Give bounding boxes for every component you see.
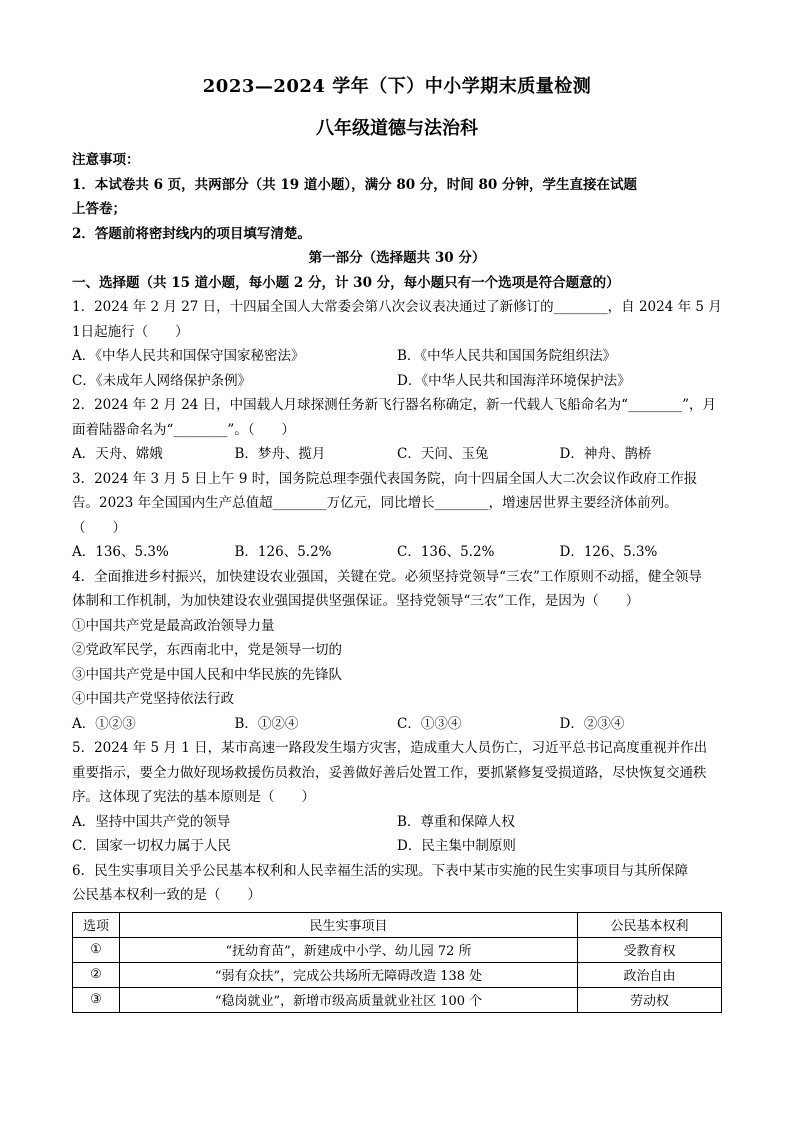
q5-stem: 5．2024 年 5 月 1 日，某市高速一路段发生塌方灾害，造成重大人员伤亡，习近平总书记高度重视并作出 [72, 740, 708, 756]
table-row [73, 937, 722, 962]
q6-stem: 6．民生实事项目关乎公民基本权利和人民幸福生活的实现。下表中某市实施的民生实事项目与其所保障 [72, 862, 689, 879]
q4-statement-2: ②党政军民学，东西南北中，党是领导一切的 [72, 642, 342, 658]
q3-option-b: B．126、5.2% [234, 544, 332, 560]
q5-options-row2 [72, 834, 722, 859]
table-header-right: 公民基本权利 [578, 912, 722, 937]
q2-stem-cont: 面着陆器命名为“________”。（ ） [72, 421, 296, 438]
notice-item-1: 1．本试卷共 6 页，共两部分（共 19 道小题），满分 80 分，时间 80 分钟，学生直接在试题 [72, 176, 637, 193]
q6-stem-cont: 公民基本权利一致的是（ ） [72, 887, 261, 903]
q4-option-c: C．①③④ [397, 715, 462, 732]
q3-option-a: A．136、5.3% [72, 544, 169, 560]
q1-stem: 1．2024 年 2 月 27 日，十四届全国人大常委会第八次会议表决通过了新修订的________，自 2024 年 5 月 [72, 299, 722, 315]
q4-statement-4: ④中国共产党坚持依法行政 [72, 691, 234, 707]
table-cell-project: “弱有众扶”，完成公共场所无障碍改造 138 处 [120, 962, 578, 987]
q3-stem-cont: 告。2023 年全国国内生产总值超________万亿元，同比增长________，增速居世界主要经济体前列。 [72, 495, 678, 511]
q3-option-c: C．136、5.2% [397, 544, 495, 560]
q5-option-d: D．民主集中制原则 [397, 838, 516, 854]
q5-option-a: A．坚持中国共产党的领导 [72, 813, 231, 830]
q1-stem-cont: 1日起施行（ ） [72, 323, 189, 340]
q1-option-c: C．《未成年人网络保护条例》 [72, 372, 252, 389]
q2-option-b: B．梦舟、揽月 [234, 446, 326, 462]
q4-statement-1: ①中国共产党是最高政治领导力量 [72, 617, 275, 634]
q3-option-d: D．126、5.3% [559, 544, 658, 560]
exam-title: 2023—2024 学年（下）中小学期末质量检测 [202, 76, 592, 97]
table-header-option: 选项 [73, 912, 120, 937]
exam-subtitle: 八年级道德与法治科 [316, 118, 478, 139]
q3-stem-paren: （ ） [72, 519, 126, 536]
table-header-project: 民生实事项目 [120, 912, 578, 937]
table-row [73, 962, 722, 987]
q6-table [72, 912, 722, 1013]
part1-heading: 第一部分（选择题共 30 分） [308, 250, 486, 266]
q5-stem-cont2: 序。这体现了宪法的基本原则是（ ） [72, 789, 315, 805]
q5-options-row1 [72, 810, 722, 835]
q1-option-b: B．《中华人民共和国国务院组织法》 [397, 348, 617, 364]
q4-statement-3: ③中国共产党是中国人民和中华民族的先锋队 [72, 666, 342, 683]
q4-option-a: A．①②③ [72, 715, 136, 732]
q3-options [72, 540, 722, 565]
table-cell-option: ① [73, 937, 120, 962]
q4-stem-cont: 体制和工作机制，为加快建设农业强国提供坚强保证。坚持党领导“三农”工作，是因为（ ） [72, 593, 640, 609]
q2-option-a: A．天舟、嫦娥 [72, 446, 163, 462]
q4-options [72, 712, 722, 737]
q2-option-c: C．天问、玉兔 [397, 446, 489, 462]
table-cell-option: ③ [73, 987, 120, 1012]
table-cell-right: 政治自由 [578, 962, 722, 987]
q5-option-b: B．尊重和保障人权 [397, 813, 515, 830]
table-cell-right: 受教育权 [578, 937, 722, 962]
q1-options-row2 [72, 369, 722, 394]
table-header-row [73, 912, 722, 937]
notice-heading: 注意事项： [72, 152, 140, 168]
q1-option-d: D．《中华人民共和国海洋环境保护法》 [397, 372, 631, 389]
q5-option-c: C．国家一切权力属于人民 [72, 838, 231, 854]
q1-options-row1 [72, 344, 722, 369]
exam-content [72, 148, 722, 1013]
q5-stem-cont: 重要指示，要全力做好现场救援伤员救治，妥善做好善后处置工作，要抓紧修复受损道路，尽快恢复交通秩 [72, 764, 707, 781]
section-heading: 一、选择题（共 15 道小题，每小题 2 分，计 30 分，每小题只有一个选项是符合题意的） [72, 274, 620, 291]
q2-option-d: D．神舟、鹊桥 [559, 446, 652, 462]
table-cell-project: “稳岗就业”，新增市级高质量就业社区 100 个 [120, 987, 578, 1012]
q3-stem: 3．2024 年 3 月 5 日上午 9 时，国务院总理李强代表国务院，向十四届全国人大二次会议作政府工作报 [72, 470, 698, 487]
q1-option-a: A．《中华人民共和国保守国家秘密法》 [72, 348, 305, 364]
notice-item-2: 2．答题前将密封线内的项目填写清楚。 [72, 225, 311, 242]
table-cell-right: 劳动权 [578, 987, 722, 1012]
q2-options [72, 442, 722, 467]
q4-option-b: B．①②④ [234, 715, 299, 732]
table-cell-project: “抚幼育苗”，新建成中小学、幼儿园 72 所 [120, 937, 578, 962]
table-row [73, 987, 722, 1012]
table-cell-option: ② [73, 962, 120, 987]
q2-stem: 2．2024 年 2 月 24 日，中国载人月球探测任务新飞行器名称确定，新一代载人飞船命名为“________”，月 [72, 397, 716, 413]
notice-item-1-cont: 上答卷； [72, 201, 126, 217]
q4-option-d: D．②③④ [559, 715, 625, 732]
q4-stem: 4．全面推进乡村振兴，加快建设农业强国，关键在党。必须坚持党领导“三农”工作原则不动摇，健全领导 [72, 568, 702, 585]
